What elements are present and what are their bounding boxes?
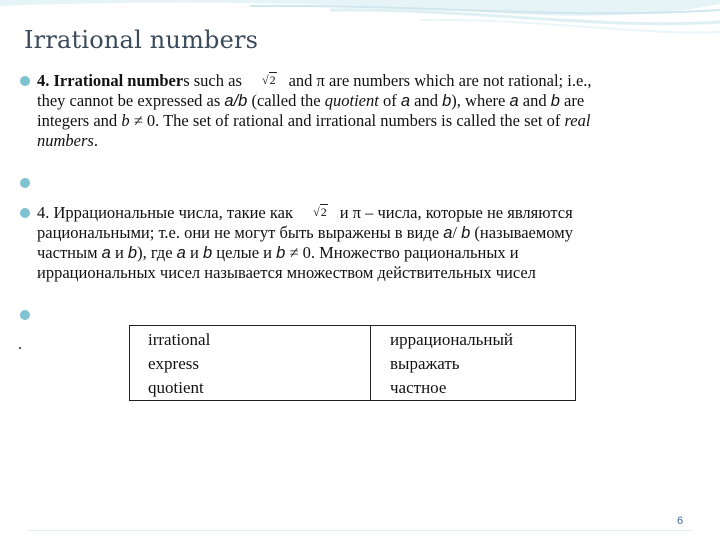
text-span: are bbox=[559, 91, 585, 110]
text-span: и bbox=[185, 243, 203, 262]
text-span: and bbox=[410, 91, 443, 110]
period-mark: . bbox=[18, 336, 22, 353]
term-bold: 4. Irrational number bbox=[37, 71, 184, 90]
text-span: integers and bbox=[37, 111, 122, 130]
vocab-russian-word: иррациональный bbox=[390, 330, 513, 349]
bullet-point bbox=[20, 208, 30, 218]
text-span: and bbox=[518, 91, 551, 110]
bullet-point-empty bbox=[20, 178, 30, 188]
vocab-english-word: irrational bbox=[148, 330, 211, 349]
vocab-english-word: express bbox=[148, 354, 199, 373]
fraction-text: a/b bbox=[224, 92, 248, 110]
vocabulary-table bbox=[129, 325, 576, 401]
variable-a: a bbox=[443, 224, 453, 242]
text-span: ), where bbox=[451, 91, 510, 110]
text-span: целые и bbox=[212, 243, 277, 262]
variable-a: a bbox=[509, 92, 519, 110]
text-span: ≠ 0. The set of rational and irrational numbers is called the set of bbox=[129, 111, 565, 130]
variable-a: a bbox=[176, 244, 186, 262]
text-span: ), где bbox=[137, 243, 177, 262]
text-span: и π – числа, которые не являются bbox=[339, 203, 573, 222]
sqrt-radicand: 2 bbox=[269, 73, 276, 87]
text-span: 4. Иррациональные числа, такие как bbox=[37, 203, 298, 222]
table-row bbox=[130, 326, 576, 401]
variable-b: b bbox=[461, 224, 471, 242]
english-column bbox=[130, 326, 371, 401]
text-span: and π are numbers which are not rational; i.e., bbox=[288, 71, 592, 90]
footer-divider bbox=[28, 530, 692, 531]
page-number: 6 bbox=[677, 515, 684, 527]
text-span: (called the bbox=[247, 91, 325, 110]
variable-b: b bbox=[127, 244, 138, 262]
text-span: of bbox=[378, 91, 401, 110]
text-span: . bbox=[93, 131, 98, 150]
russian-column bbox=[371, 326, 576, 401]
variable-b: b bbox=[276, 244, 286, 262]
text-span: s bbox=[183, 71, 190, 90]
english-paragraph bbox=[37, 70, 707, 151]
text-span: иррациональных чисел называется множеством действительных чисел bbox=[37, 263, 536, 282]
bullet-point-empty bbox=[20, 310, 30, 320]
variable-b: b bbox=[121, 111, 130, 130]
text-span: they cannot be expressed as bbox=[37, 91, 225, 110]
text-span: ≠ 0. Множество рациональных и bbox=[285, 243, 519, 262]
variable-b: b bbox=[202, 244, 213, 262]
sqrt-symbol: √2 bbox=[313, 205, 327, 219]
text-span: such as bbox=[189, 71, 247, 90]
variable-b: b bbox=[550, 92, 560, 110]
slide-title: Irrational numbers bbox=[24, 26, 259, 54]
vocab-english-word: quotient bbox=[148, 378, 204, 397]
bullet-point bbox=[20, 76, 30, 86]
variable-a: a bbox=[400, 92, 411, 110]
text-span: (называемому bbox=[470, 223, 573, 242]
sqrt-radicand: 2 bbox=[320, 205, 327, 219]
russian-paragraph bbox=[37, 202, 707, 283]
text-span: и bbox=[110, 243, 128, 262]
sqrt-symbol: √2 bbox=[262, 73, 276, 87]
numbers-term: numbers bbox=[37, 131, 94, 150]
variable-b: b bbox=[442, 92, 452, 110]
text-span: рациональными; т.е. они не могут быть выражены в виде bbox=[37, 223, 444, 242]
variable-a: a bbox=[101, 244, 111, 262]
vocab-russian-word: выражать bbox=[390, 354, 460, 373]
text-span: частным bbox=[37, 243, 102, 262]
real-term: real bbox=[564, 111, 591, 130]
text-span: / bbox=[452, 223, 462, 242]
vocab-russian-word: частное bbox=[390, 378, 447, 397]
quotient-term: quotient bbox=[324, 91, 379, 110]
